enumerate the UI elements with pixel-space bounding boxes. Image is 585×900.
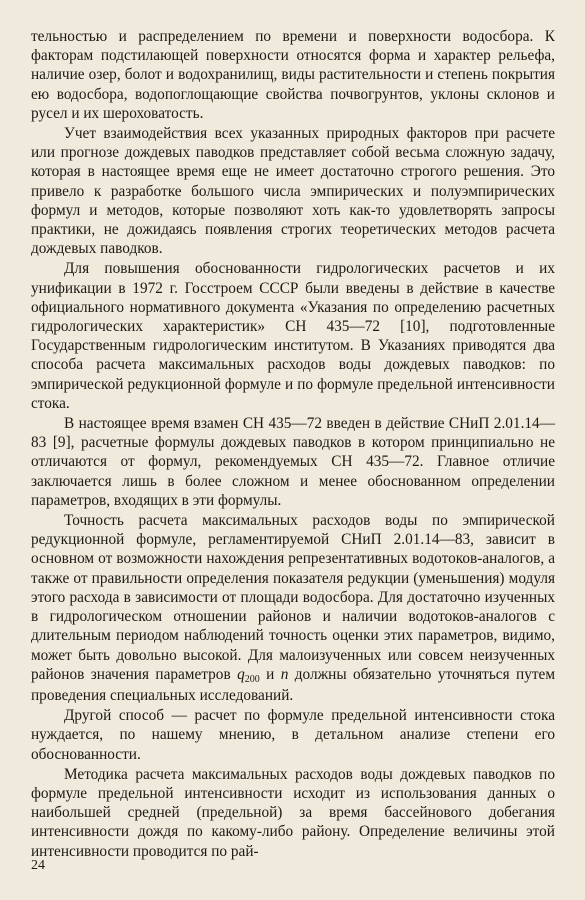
paragraph-factors-interaction: Учет взаимодействия всех указанных природных факторов при расчете или прогнозе дождевых паводков представляет собой весьма сложную задачу, которая в настоящее время еще не имеет достаточно строгого решения. Это привело к разработке большого числа эмпирических и полуэмпирических формул и методов, которые позволяют хоть как-то удовлетворять запросы практики, не дожидаясь появления строгих теоретических методов расчета дождевых паводков. bbox=[31, 125, 555, 258]
paragraph-snip-introduction: В настоящее время взамен СН 435—72 введен в действие СНиП 2.01.14—83 [9], расчетные формулы дождевых паводков в котором принципиально не отличаются от формул, рекомендуемых СН 435—72. Главное отличие заключается лишь в более сложном и менее обоснованном определении параметров, входящих в эти формулы. bbox=[31, 415, 555, 509]
reduction-text-end: должны обязательно уточняться путем проведения специальных исследований. bbox=[31, 665, 555, 704]
body-text bbox=[31, 27, 555, 861]
paragraph-continuation: тельностью и распределением по времени и поверхности водосбора. К факторам подстилающей поверхности относятся форма и характер рельефа, наличие озер, болот и водохранилищ, виды растительности и степень покрытия ею водосбора, водопоглощающие свойства почвогрунтов, уклоны склонов и русел и их шероховатость. bbox=[31, 28, 555, 122]
parameter-q-subscript: 200 bbox=[244, 673, 260, 685]
parameter-q-symbol: q bbox=[237, 665, 245, 683]
conjunction-and: и bbox=[259, 665, 281, 683]
paragraph-methodology: Методика расчета максимальных расходов воды дождевых паводков по формуле предельной интенсивности исходит из использования данных о наибольшей средней (предельной) за время бассейнового добегания интенсивности дождя по какому-либо району. Определение величины этой интенсивности проводится по рай- bbox=[31, 765, 555, 860]
paragraph-reduction-formula bbox=[31, 511, 555, 705]
parameter-n-symbol: n bbox=[280, 665, 289, 683]
page-number: 24 bbox=[31, 858, 45, 873]
reduction-text-start: Точность расчета максимальных расходов воды по эмпирической редукционной формуле, регламентируемой СНиП 2.01.14—83, зависит в основном от возможности нахождения репрезентативных водотоков-аналогов, а также от правильности определения показателя редукции (уменьшения) модуля этого расхода в зависимости от площади водосбора. Для достаточно изученных в гидрологическом отношении районов и наличии водотоков-аналогов с длительным периодом наблюдений точность оценки этих параметров, видимо, может быть довольно высокой. Для малоизученных или совсем неизученных районов значения параметров bbox=[31, 512, 555, 683]
paragraph-limit-intensity: Другой способ — расчет по формуле предельной интенсивности стока нуждается, по нашему мнению, в детальном анализе степени его обоснованности. bbox=[31, 707, 555, 763]
paragraph-unification: Для повышения обоснованности гидрологических расчетов и их унификации в 1972 г. Госстроем СССР были введены в действие в качестве официального нормативного документа «Указания по определению расчетных гидрологических характеристик» СН 435—72 [10], подготовленные Государственным гидрологическим институтом. В Указаниях приводятся два способа расчета максимальных расходов воды дождевых паводков: по эмпирической редукционной формуле и по формуле предельной интенсивности стока. bbox=[31, 260, 555, 412]
